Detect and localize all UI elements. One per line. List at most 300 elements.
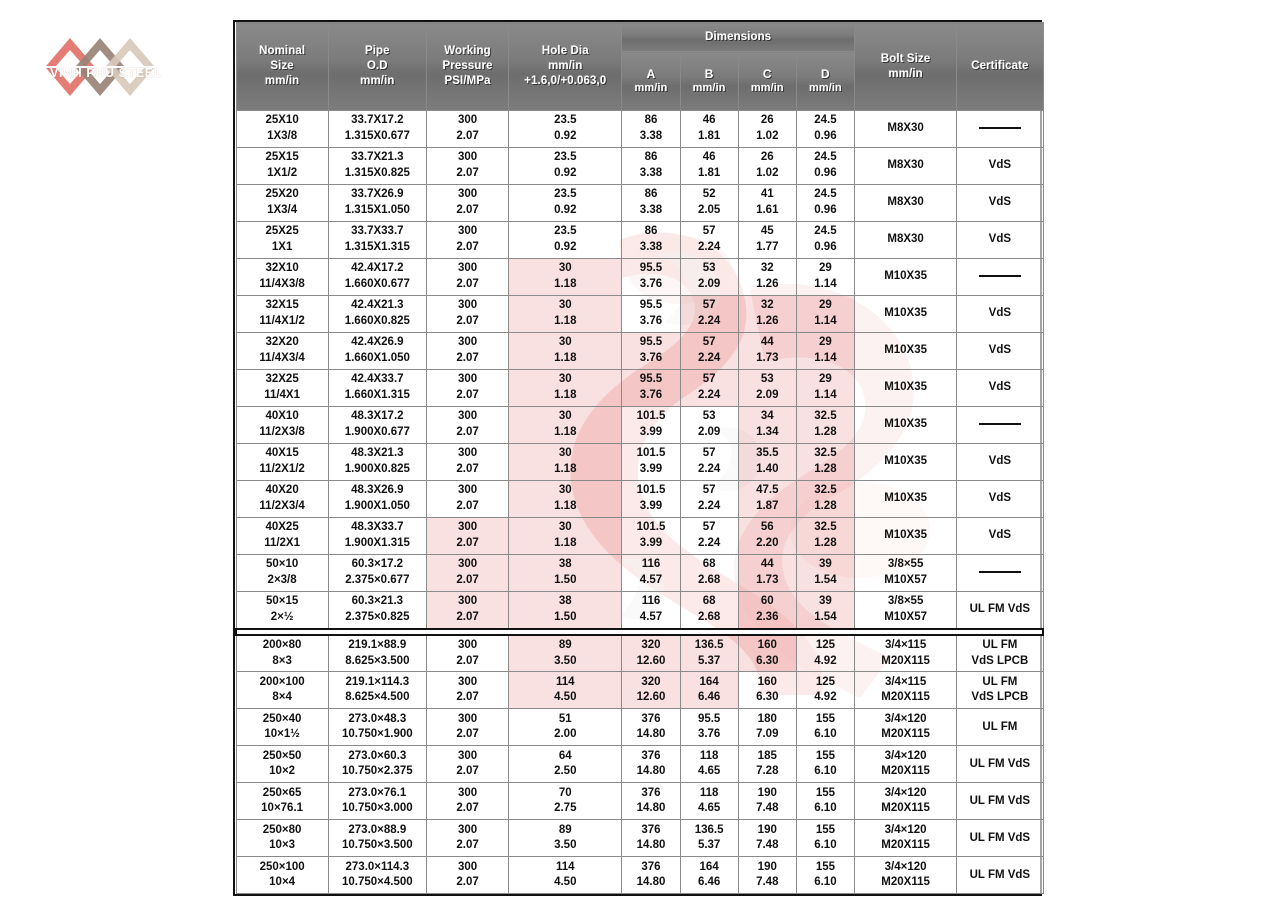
cell-line-secondary: 1.18 — [554, 537, 577, 549]
certificate-dash-icon — [979, 127, 1021, 129]
cell-certificate — [957, 333, 1043, 370]
cell-dim-b — [680, 407, 738, 444]
cell-certificate — [957, 370, 1043, 407]
cell-dim-d — [796, 111, 854, 148]
cell-dim-a — [622, 555, 680, 592]
cell-line-primary: 30 — [558, 484, 572, 497]
cell-line-secondary: 1X3/4 — [267, 204, 298, 216]
cell-dim-c — [738, 370, 796, 407]
cell-dim-a — [622, 111, 680, 148]
table-row — [236, 296, 1043, 333]
cell-line-primary: 32X15 — [265, 299, 299, 312]
table-row — [236, 709, 1043, 746]
cell-working-pressure — [426, 672, 508, 709]
cell-line-primary: 155 — [815, 786, 835, 799]
cell-line-secondary: 2.36 — [756, 610, 779, 623]
cell-dim-a — [622, 635, 680, 672]
table-row — [236, 783, 1043, 820]
cell-line-secondary: 6.46 — [697, 876, 721, 889]
cell-dim-d — [796, 296, 854, 333]
cell-certificate — [957, 783, 1043, 820]
cell-line-secondary: 2.09 — [697, 426, 721, 438]
cell-dim-b — [680, 481, 738, 518]
cell-line-secondary: 1.40 — [756, 463, 779, 475]
cell-line-secondary: 1.73 — [756, 352, 779, 364]
cell-line-primary: 60.3×17.2 — [351, 558, 404, 571]
cell-line-secondary: 1.660X1.050 — [344, 352, 410, 364]
cell-dim-c — [738, 333, 796, 370]
table-row — [236, 672, 1043, 709]
cell-line-secondary: 3.76 — [639, 315, 663, 327]
cell-line-secondary: 0.92 — [554, 167, 577, 179]
cell-line-primary: 219.1×114.3 — [345, 675, 410, 688]
cell-line-secondary: 2.07 — [456, 610, 479, 623]
cell-line-primary: 125 — [815, 638, 835, 651]
cell-line-primary: M10X35 — [884, 529, 928, 542]
cell-line-primary: 164 — [699, 860, 719, 873]
cell-certificate — [957, 444, 1043, 481]
certificate-label: UL FM VdS — [969, 602, 1031, 615]
cell-line-secondary: 10×2 — [269, 765, 296, 778]
cell-bolt-size — [854, 857, 956, 894]
cell-bolt-size — [854, 259, 956, 296]
cell-line-secondary: 2.375×0.677 — [345, 574, 410, 586]
cell-line-primary: 23.5 — [554, 151, 577, 164]
cell-nominal-size — [236, 148, 328, 185]
logo-wordmark: VINH PHU STEEL — [50, 66, 162, 80]
cell-line-primary: 40X15 — [265, 447, 299, 460]
cell-line-primary: 68 — [702, 558, 716, 571]
cell-line-primary: 48.3X33.7 — [351, 521, 404, 534]
certificate-label: UL FM VdS — [969, 757, 1031, 770]
cell-line-secondary: 2.24 — [697, 241, 721, 253]
cell-pipe-od — [328, 783, 426, 820]
cell-line-primary: 33.7X26.9 — [351, 188, 404, 201]
cell-line-primary: 200×100 — [259, 675, 305, 688]
cell-line-secondary: 1.28 — [814, 500, 837, 512]
cell-line-secondary: 3.76 — [639, 278, 663, 290]
cell-nominal-size — [236, 672, 328, 709]
table-row — [236, 857, 1043, 894]
cell-certificate — [957, 635, 1043, 672]
cell-hole-dia — [509, 444, 622, 481]
cell-line-secondary: 1.315X1.050 — [344, 204, 410, 216]
cell-line-primary: 300 — [457, 558, 478, 571]
cell-line-primary: 42.4X26.9 — [351, 336, 404, 349]
cell-nominal-size — [236, 222, 328, 259]
table-row — [236, 820, 1043, 857]
cell-hole-dia — [509, 370, 622, 407]
cell-line-primary: 24.5 — [814, 114, 837, 127]
cell-line-secondary: 1.14 — [814, 352, 837, 364]
cell-line-secondary: 8×4 — [272, 691, 292, 704]
cell-certificate — [957, 518, 1043, 555]
cell-bolt-size — [854, 222, 956, 259]
cell-line-secondary: 10.750×3.500 — [342, 839, 413, 852]
cell-line-primary: 32X20 — [265, 336, 299, 349]
cell-line-primary: 44 — [760, 336, 774, 349]
certificate-label: UL FM — [982, 720, 1018, 733]
cell-hole-dia — [509, 709, 622, 746]
cell-line-secondary: 2.09 — [697, 278, 721, 290]
cell-dim-c — [738, 857, 796, 894]
cell-line-primary: 300 — [457, 447, 478, 460]
cell-line-secondary: 1.02 — [756, 167, 779, 179]
cell-dim-b — [680, 370, 738, 407]
cell-line-primary: 26 — [760, 151, 774, 164]
cell-dim-d — [796, 370, 854, 407]
cell-line-primary: 3/4×120 — [884, 749, 927, 762]
cell-line-primary: 250×100 — [259, 860, 305, 873]
cell-dim-c — [738, 555, 796, 592]
cell-line-secondary: 11/4X1/2 — [259, 315, 305, 327]
cell-line-primary: 42.4X33.7 — [351, 373, 404, 386]
cell-line-primary: 136.5 — [694, 823, 724, 836]
cell-hole-dia — [509, 259, 622, 296]
cell-line-primary: 53 — [702, 410, 716, 423]
cell-working-pressure — [426, 820, 508, 857]
cell-line-secondary: 14.80 — [636, 839, 666, 852]
cell-line-secondary: M20X115 — [881, 839, 930, 852]
cell-line-secondary: M20X115 — [881, 802, 930, 815]
cell-dim-b — [680, 820, 738, 857]
cell-line-primary: 86 — [644, 225, 658, 238]
cell-line-secondary: 4.92 — [814, 654, 837, 667]
cell-line-primary: 116 — [641, 595, 661, 607]
cell-hole-dia — [509, 407, 622, 444]
cell-line-secondary: 2.24 — [697, 537, 721, 549]
cell-line-primary: 23.5 — [554, 114, 577, 127]
table-body — [236, 111, 1043, 894]
cell-pipe-od — [328, 481, 426, 518]
cell-certificate — [957, 709, 1043, 746]
cell-line-primary: 300 — [457, 114, 478, 127]
cell-line-secondary: 3.99 — [639, 500, 663, 512]
cell-dim-a — [622, 370, 680, 407]
cell-dim-c — [738, 222, 796, 259]
cell-line-primary: 86 — [644, 114, 658, 127]
cell-line-secondary: 2.07 — [456, 463, 479, 475]
table-row — [236, 592, 1043, 629]
cell-line-secondary: 3.50 — [554, 654, 577, 667]
cell-nominal-size — [236, 746, 328, 783]
cell-bolt-size — [854, 296, 956, 333]
cell-line-primary: 125 — [815, 675, 835, 688]
cell-line-primary: 250×65 — [262, 786, 302, 799]
cell-line-primary: 32 — [760, 262, 774, 275]
cell-dim-a — [622, 296, 680, 333]
cell-line-secondary: 6.10 — [814, 839, 837, 852]
cell-pipe-od — [328, 111, 426, 148]
cell-line-primary: 300 — [457, 675, 478, 688]
cell-dim-d — [796, 444, 854, 481]
cell-dim-a — [622, 518, 680, 555]
cell-working-pressure — [426, 783, 508, 820]
cell-line-primary: 34 — [760, 410, 774, 423]
cell-certificate — [957, 746, 1043, 783]
cell-pipe-od — [328, 820, 426, 857]
cell-line-primary: 250×80 — [262, 823, 302, 836]
cell-line-secondary: 4.50 — [554, 691, 577, 704]
cell-line-primary: 29 — [819, 262, 832, 275]
cell-line-primary: 250×50 — [262, 749, 302, 762]
cell-certificate — [957, 185, 1043, 222]
cell-line-primary: 26 — [760, 114, 774, 127]
cell-line-primary: 3/4×120 — [884, 712, 927, 725]
cell-dim-b — [680, 296, 738, 333]
cell-line-primary: 300 — [457, 225, 478, 238]
cell-dim-d — [796, 222, 854, 259]
cell-line-primary: 56 — [760, 521, 774, 534]
cell-line-primary: 95.5 — [697, 712, 721, 725]
cell-line-secondary: 2.07 — [456, 241, 479, 253]
cell-working-pressure — [426, 333, 508, 370]
cell-line-primary: M8X30 — [887, 122, 924, 135]
cell-line-primary: 101.5 — [636, 410, 666, 423]
cell-line-primary: 114 — [556, 860, 575, 873]
cell-line-secondary: 7.28 — [756, 765, 779, 778]
cell-dim-c — [738, 296, 796, 333]
cell-hole-dia — [509, 185, 622, 222]
col-header-bolt-size: Bolt Size mm/in — [854, 23, 956, 111]
cell-line-primary: UL FM — [982, 638, 1018, 651]
cell-line-primary: 32X10 — [265, 262, 299, 275]
cell-line-secondary: 3.76 — [639, 352, 663, 364]
cell-line-secondary: 6.10 — [814, 802, 837, 815]
cell-dim-d — [796, 148, 854, 185]
certificate-dash-icon — [979, 571, 1021, 573]
header-row-1 — [236, 23, 1043, 52]
cell-line-primary: 39 — [819, 595, 832, 607]
col-header-dim-d: D mm/in — [796, 52, 854, 111]
cell-bolt-size — [854, 820, 956, 857]
cell-bolt-size — [854, 672, 956, 709]
cell-pipe-od — [328, 407, 426, 444]
cell-working-pressure — [426, 481, 508, 518]
cell-line-primary: 30 — [558, 299, 572, 312]
cell-line-primary: 57 — [702, 447, 716, 460]
cell-line-secondary: 14.80 — [636, 876, 666, 889]
cell-working-pressure — [426, 148, 508, 185]
cell-line-primary: 32.5 — [814, 521, 837, 534]
cell-line-primary: 42.4X17.2 — [351, 262, 404, 275]
cell-line-primary: 273.0×114.3 — [345, 860, 410, 873]
cell-line-secondary: 1.900X1.050 — [344, 500, 410, 512]
cell-certificate — [957, 259, 1043, 296]
cell-dim-b — [680, 672, 738, 709]
cell-line-primary: 190 — [757, 860, 777, 873]
cell-line-primary: 32.5 — [814, 410, 837, 423]
cell-certificate — [957, 857, 1043, 894]
cell-line-secondary: 2.07 — [456, 765, 479, 778]
cell-pipe-od — [328, 259, 426, 296]
cell-line-primary: 376 — [641, 712, 661, 725]
cell-line-secondary: 2.07 — [456, 802, 479, 815]
cell-dim-c — [738, 185, 796, 222]
cell-hole-dia — [509, 481, 622, 518]
cell-line-secondary: 0.92 — [554, 204, 577, 216]
cell-line-secondary: 2.24 — [697, 352, 721, 364]
cell-pipe-od — [328, 148, 426, 185]
cell-dim-a — [622, 148, 680, 185]
cell-line-secondary: 10.750×1.900 — [342, 728, 413, 741]
cell-line-secondary: 6.10 — [814, 765, 837, 778]
cell-line-secondary: 6.46 — [697, 691, 721, 704]
certificate-label: VdS — [988, 344, 1012, 357]
cell-nominal-size — [236, 370, 328, 407]
certificate-label: UL FM VdS — [969, 794, 1031, 807]
cell-line-primary: 33.7X33.7 — [351, 225, 404, 238]
cell-line-secondary: 10×4 — [269, 876, 296, 889]
col-header-dim-b: B mm/in — [680, 52, 738, 111]
cell-bolt-size — [854, 518, 956, 555]
cell-line-primary: 60 — [760, 595, 774, 607]
cell-line-primary: 50×15 — [265, 595, 299, 607]
cell-line-secondary: 1.18 — [554, 352, 577, 364]
cell-line-primary: 300 — [457, 521, 478, 534]
cell-bolt-size — [854, 709, 956, 746]
cell-bolt-size — [854, 333, 956, 370]
cell-working-pressure — [426, 746, 508, 783]
cell-line-primary: M8X30 — [887, 196, 924, 209]
cell-line-primary: 48.3X17.2 — [351, 410, 404, 423]
cell-line-primary: 3/4×120 — [884, 860, 927, 873]
cell-line-primary: 300 — [457, 336, 478, 349]
cell-working-pressure — [426, 709, 508, 746]
cell-working-pressure — [426, 259, 508, 296]
cell-nominal-size — [236, 820, 328, 857]
cell-line-secondary: 2.24 — [697, 500, 721, 512]
cell-line-primary: 32.5 — [814, 447, 837, 460]
cell-dim-c — [738, 709, 796, 746]
cell-line-primary: 41 — [760, 188, 774, 201]
certificate-label: VdS — [988, 307, 1012, 320]
cell-line-secondary: 1.315X0.677 — [344, 130, 410, 142]
cell-dim-c — [738, 444, 796, 481]
cell-certificate — [957, 111, 1043, 148]
cell-line-primary: 32.5 — [814, 484, 837, 497]
cell-line-primary: 300 — [457, 638, 478, 651]
cell-line-secondary: 2.07 — [456, 352, 479, 364]
table-row — [236, 148, 1043, 185]
cell-line-primary: 29 — [819, 299, 832, 312]
cell-line-secondary: 2.07 — [456, 537, 479, 549]
cell-pipe-od — [328, 857, 426, 894]
cell-line-primary: M10X35 — [884, 270, 928, 283]
cell-line-primary: 95.5 — [639, 299, 663, 312]
cell-line-primary: 155 — [815, 712, 835, 725]
certificate-label: VdS — [988, 381, 1012, 394]
cell-line-primary: 86 — [644, 151, 658, 164]
cell-line-secondary: 14.80 — [636, 728, 666, 741]
cell-dim-b — [680, 709, 738, 746]
cell-line-primary: 118 — [699, 749, 719, 762]
cell-line-secondary: 6.30 — [756, 691, 779, 704]
cell-line-primary: 48.3X21.3 — [351, 447, 404, 460]
cell-dim-a — [622, 783, 680, 820]
certificate-label: VdS — [988, 159, 1012, 172]
cell-dim-d — [796, 333, 854, 370]
cell-line-secondary: 0.92 — [554, 130, 577, 142]
cell-line-primary: 164 — [699, 675, 719, 688]
cell-bolt-size — [854, 481, 956, 518]
cell-line-primary: 376 — [641, 786, 661, 799]
table-row — [236, 185, 1043, 222]
cell-line-primary: 101.5 — [636, 521, 666, 534]
cell-line-primary: 376 — [641, 860, 661, 873]
cell-line-secondary: 1.18 — [554, 500, 577, 512]
cell-line-primary: 116 — [641, 558, 661, 571]
cell-line-secondary: 5.37 — [697, 654, 721, 667]
cell-line-primary: 48.3X26.9 — [351, 484, 404, 497]
cell-line-primary: 89 — [558, 823, 572, 836]
table-row — [236, 518, 1043, 555]
cell-nominal-size — [236, 518, 328, 555]
cell-line-secondary: 0.96 — [814, 204, 837, 216]
cell-bolt-size — [854, 635, 956, 672]
cell-line-primary: 57 — [702, 336, 716, 349]
cell-line-secondary: 12.60 — [636, 691, 666, 704]
cell-line-primary: 3/4×115 — [884, 675, 927, 688]
cell-line-secondary: 8.625×4.500 — [345, 691, 410, 704]
cell-line-secondary: 8.625×3.500 — [345, 654, 410, 667]
cell-line-secondary: 1X1 — [271, 241, 293, 253]
cell-bolt-size — [854, 407, 956, 444]
cell-line-primary: 160 — [757, 675, 777, 688]
cell-nominal-size — [236, 783, 328, 820]
cell-pipe-od — [328, 444, 426, 481]
cell-line-primary: 89 — [558, 638, 572, 651]
cell-dim-b — [680, 148, 738, 185]
cell-line-secondary: 1X3/8 — [267, 130, 298, 142]
cell-line-secondary: 14.80 — [636, 765, 666, 778]
cell-working-pressure — [426, 407, 508, 444]
cell-dim-a — [622, 820, 680, 857]
cell-dim-a — [622, 444, 680, 481]
cell-line-primary: M10X35 — [884, 418, 928, 431]
cell-pipe-od — [328, 296, 426, 333]
cell-line-primary: 376 — [641, 823, 661, 836]
cell-line-secondary: 1.26 — [756, 278, 779, 290]
cell-dim-d — [796, 783, 854, 820]
cell-pipe-od — [328, 635, 426, 672]
cell-line-secondary: 1.50 — [554, 574, 577, 586]
cell-working-pressure — [426, 370, 508, 407]
table-row — [236, 259, 1043, 296]
cell-line-primary: 30 — [558, 336, 572, 349]
cell-line-secondary: 2.07 — [456, 278, 479, 290]
cell-line-primary: M8X30 — [887, 159, 924, 172]
cell-line-secondary: 1.02 — [756, 130, 779, 142]
cell-nominal-size — [236, 857, 328, 894]
col-header-dimensions-group: Dimensions — [622, 23, 855, 52]
cell-dim-c — [738, 783, 796, 820]
cell-dim-d — [796, 592, 854, 629]
cell-nominal-size — [236, 555, 328, 592]
cell-line-secondary: 1.315X0.825 — [344, 167, 410, 179]
cell-hole-dia — [509, 746, 622, 783]
cell-dim-d — [796, 185, 854, 222]
cell-line-primary: 190 — [757, 786, 777, 799]
col-header-hole-dia: Hole Dia mm/in +1.6,0/+0.063,0 — [509, 23, 622, 111]
cell-dim-b — [680, 111, 738, 148]
cell-line-secondary: M10X57 — [884, 574, 928, 586]
cell-line-secondary: 1.900X0.825 — [344, 463, 410, 475]
cell-working-pressure — [426, 518, 508, 555]
cell-line-primary: 40X25 — [265, 521, 299, 534]
cell-bolt-size — [854, 555, 956, 592]
cell-dim-c — [738, 592, 796, 629]
